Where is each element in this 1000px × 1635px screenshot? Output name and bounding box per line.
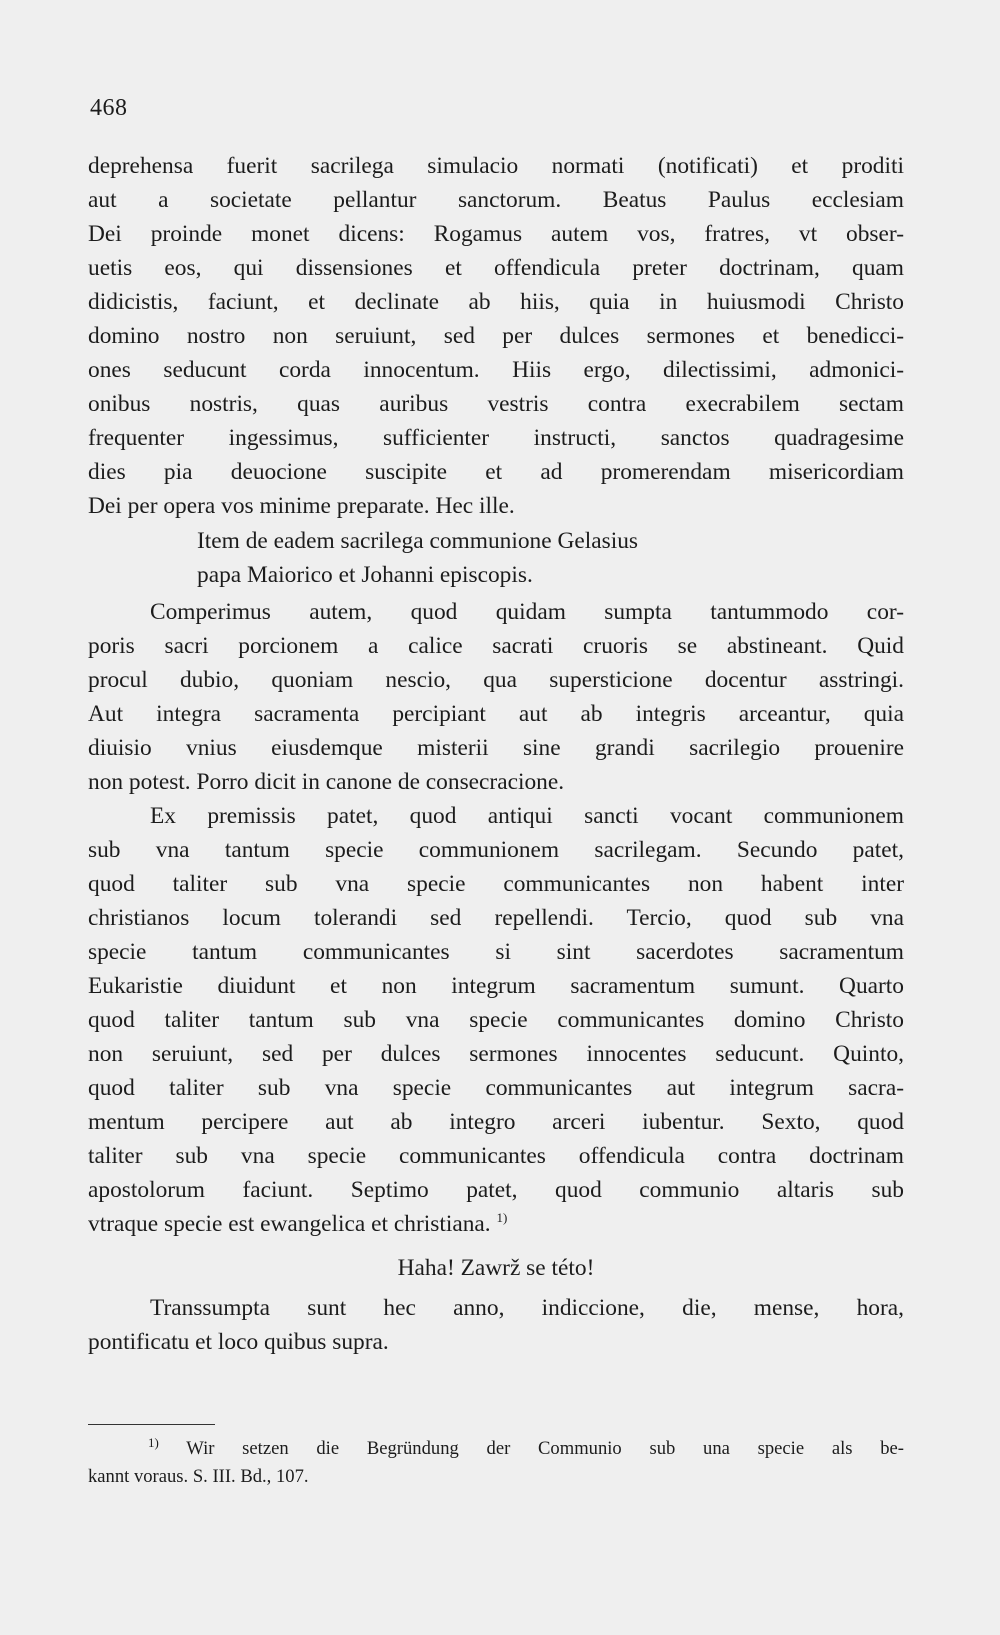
text-line: mentum percipere aut ab integro arceri iubentur. Sexto, quod <box>88 1109 904 1135</box>
text-line: aut a societate pellantur sanctorum. Beatus Paulus ecclesiam <box>88 187 904 213</box>
text-line: dies pia deuocione suscipite et ad promerendam misericordiam <box>88 459 904 485</box>
text-line: Eukaristie diuidunt et non integrum sacramentum sumunt. Quarto <box>88 973 904 999</box>
text-line: non seruiunt, sed per dulces sermones innocentes seducunt. Quinto, <box>88 1041 904 1067</box>
text-line: quod taliter tantum sub vna specie communicantes domino Christo <box>88 1007 904 1033</box>
text-line: Ex premissis patet, quod antiqui sancti vocant communionem <box>150 803 904 829</box>
text-line: diuisio vnius eiusdemque misterii sine grandi sacrilegio prouenire <box>88 735 904 761</box>
text-line: didicistis, faciunt, et declinate ab hiis, quia in huiusmodi Christo <box>88 289 904 315</box>
text-line: christianos locum tolerandi sed repellendi. Tercio, quod sub vna <box>88 905 904 931</box>
text-line: frequenter ingessimus, sufficienter instructi, sanctos quadragesime <box>88 425 904 451</box>
text-line: ones seducunt corda innocentum. Hiis ergo, dilectissimi, admonici- <box>88 357 904 383</box>
text-line: specie tantum communicantes si sint sacerdotes sacramentum <box>88 939 904 965</box>
text-line: taliter sub vna specie communicantes offendicula contra doctrinam <box>88 1143 904 1169</box>
text-line: Aut integra sacramenta percipiant aut ab integris arceantur, quia <box>88 701 904 727</box>
section-heading: Item de eadem sacrilega communione Gelasius <box>197 528 639 554</box>
text-line: non potest. Porro dicit in canone de consecracione. <box>88 769 565 795</box>
text-line: Transsumpta sunt hec anno, indiccione, die, mense, hora, <box>150 1295 904 1321</box>
page-number: 468 <box>90 95 128 121</box>
section-heading: papa Maiorico et Johanni episcopis. <box>197 562 533 588</box>
text-line: deprehensa fuerit sacrilega simulacio normati (notificati) et proditi <box>88 153 904 179</box>
text-line: sub vna tantum specie communionem sacrilegam. Secundo patet, <box>88 837 904 863</box>
text-line <box>88 1208 904 1240</box>
text-line: Dei per opera vos minime preparate. Hec ille. <box>88 493 515 519</box>
exclamation-line: Haha! Zawrž se této! <box>397 1255 595 1281</box>
footnote-marker: 1) <box>148 1434 159 1450</box>
text-line-content: vtraque specie est ewangelica et christiana. <box>88 1211 491 1237</box>
text-line: apostolorum faciunt. Septimo patet, quod communio altaris sub <box>88 1177 904 1203</box>
footnote-line <box>148 1435 904 1463</box>
footnote-divider <box>88 1424 215 1425</box>
text-line: procul dubio, quoniam nescio, qua supersticione docentur asstringi. <box>88 667 904 693</box>
text-line: Dei proinde monet dicens: Rogamus autem vos, fratres, vt obser- <box>88 221 904 247</box>
footnote-line: kannt voraus. S. III. Bd., 107. <box>88 1466 309 1487</box>
text-line: pontificatu et loco quibus supra. <box>88 1329 389 1355</box>
text-line: uetis eos, qui dissensiones et offendicula preter doctrinam, quam <box>88 255 904 281</box>
text-line: onibus nostris, quas auribus vestris contra execrabilem sectam <box>88 391 904 417</box>
text-line: quod taliter sub vna specie communicantes aut integrum sacra- <box>88 1075 904 1101</box>
footnote-reference: 1) <box>496 1210 508 1226</box>
footnote-text: Wir setzen die Begründung der Communio sub una specie als be- <box>186 1438 904 1459</box>
text-line: quod taliter sub vna specie communicantes non habent inter <box>88 871 904 897</box>
text-line: Comperimus autem, quod quidam sumpta tantummodo cor- <box>150 599 904 625</box>
text-line: poris sacri porcionem a calice sacrati cruoris se abstineant. Quid <box>88 633 904 659</box>
text-line: domino nostro non seruiunt, sed per dulces sermones et benedicci- <box>88 323 904 349</box>
